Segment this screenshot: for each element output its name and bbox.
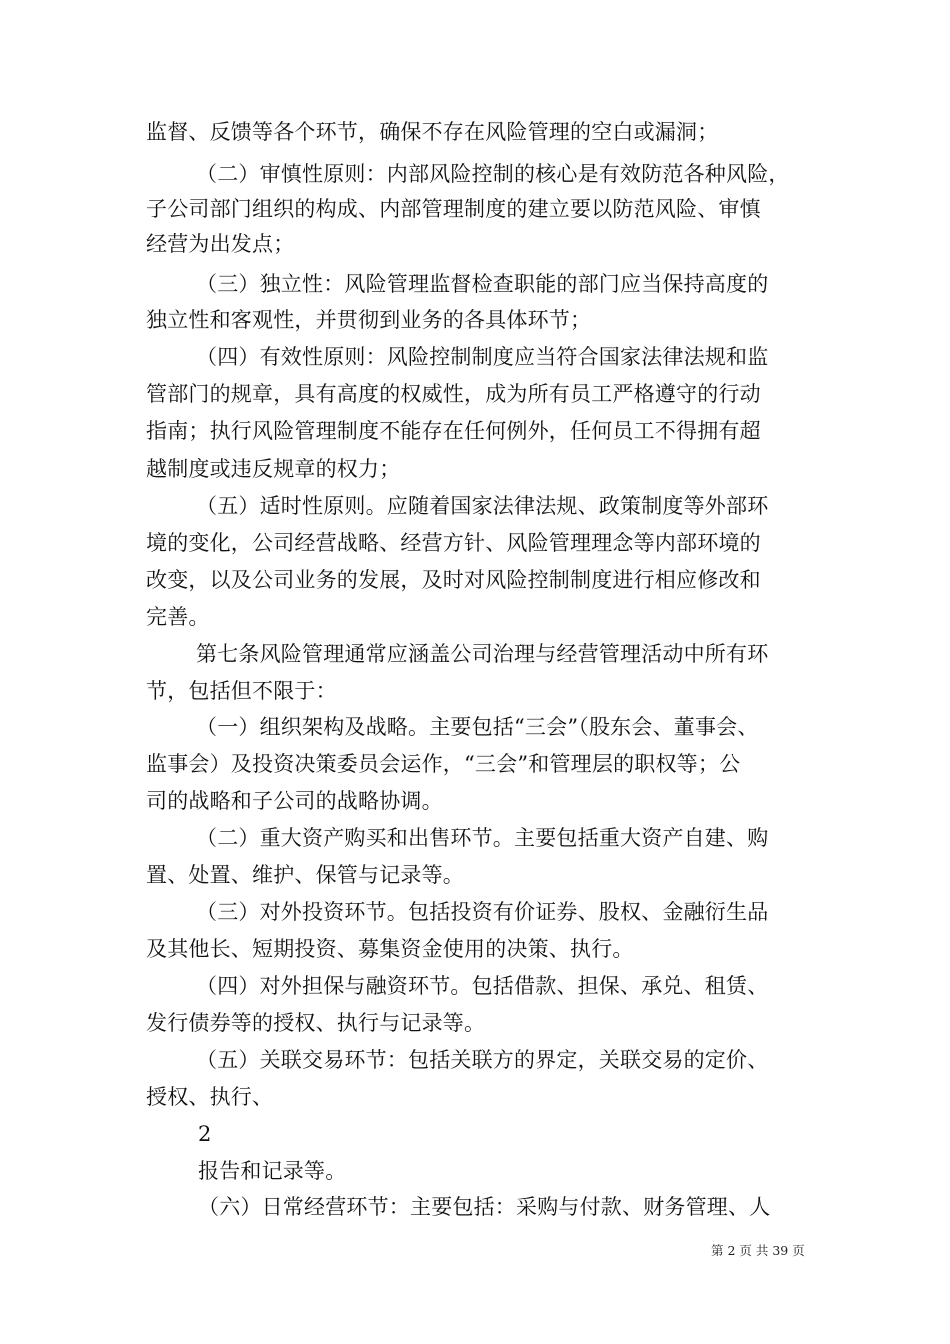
page-number-inline: 2 xyxy=(198,1122,212,1146)
text-line: （三）对外投资环节。包括投资有价证券、股权、金融衍生品 xyxy=(196,900,769,924)
text-line: 置、处置、维护、保管与记录等。 xyxy=(146,863,464,887)
text-line: （五）关联交易环节：包括关联方的界定，关联交易的定价、 xyxy=(196,1048,769,1072)
text-line: （四）对外担保与融资环节。包括借款、担保、承兑、租赁、 xyxy=(196,974,769,998)
text-line: 报告和记录等。 xyxy=(198,1159,347,1183)
text-line: 监督、反馈等各个环节，确保不存在风险管理的空白或漏洞； xyxy=(146,120,719,144)
text-line: 发行债券等的授权、执行与记录等。 xyxy=(146,1011,486,1035)
text-line: 经营为出发点； xyxy=(146,232,295,256)
text-line: （五）适时性原则。应随着国家法律法规、政策制度等外部环 xyxy=(196,494,769,518)
text-line: 改变，以及公司业务的发展，及时对风险控制制度进行相应修改和 xyxy=(146,568,761,592)
text-line: 子公司部门组织的构成、内部管理制度的建立要以防范风险、审慎 xyxy=(146,197,761,221)
text-line: 司的战略和子公司的战略协调。 xyxy=(146,789,443,813)
text-line: （四）有效性原则：风险控制制度应当符合国家法律法规和监 xyxy=(196,345,769,369)
text-line: 越制度或违反规章的权力； xyxy=(146,457,401,481)
text-line: 独立性和客观性，并贯彻到业务的各具体环节； xyxy=(146,308,592,332)
text-line: （六）日常经营环节：主要包括：采购与付款、财务管理、人 xyxy=(198,1195,771,1219)
text-line: 节，包括但不限于： xyxy=(146,679,337,703)
text-line: （一）组织架构及战略。主要包括“三会”（股东会、董事会、 xyxy=(196,715,759,739)
text-line: 境的变化，公司经营战略、经营方针、风险管理理念等内部环境的 xyxy=(146,531,761,555)
text-line: 指南；执行风险管理制度不能存在任何例外，任何员工不得拥有超 xyxy=(146,419,761,443)
text-line: 授权、执行、 xyxy=(146,1085,274,1109)
text-line: 第七条风险管理通常应涵盖公司治理与经营管理活动中所有环 xyxy=(196,642,769,666)
text-line: 管部门的规章，具有高度的权威性，成为所有员工严格遵守的行动 xyxy=(146,382,761,406)
page-footer: 第 2 页 共 39 页 xyxy=(711,1243,805,1258)
text-line: 及其他长、短期投资、募集资金使用的决策、执行。 xyxy=(146,937,634,961)
text-line: （三）独立性：风险管理监督检查职能的部门应当保持高度的 xyxy=(196,272,769,296)
text-line: 完善。 xyxy=(146,605,210,629)
text-line: （二）审慎性原则：内部风险控制的核心是有效防范各种风险， xyxy=(196,162,790,186)
text-line: 监事会）及投资决策委员会运作，“三会”和管理层的职权等；公 xyxy=(146,752,741,776)
text-line: （二）重大资产购买和出售环节。主要包括重大资产自建、购 xyxy=(196,826,769,850)
